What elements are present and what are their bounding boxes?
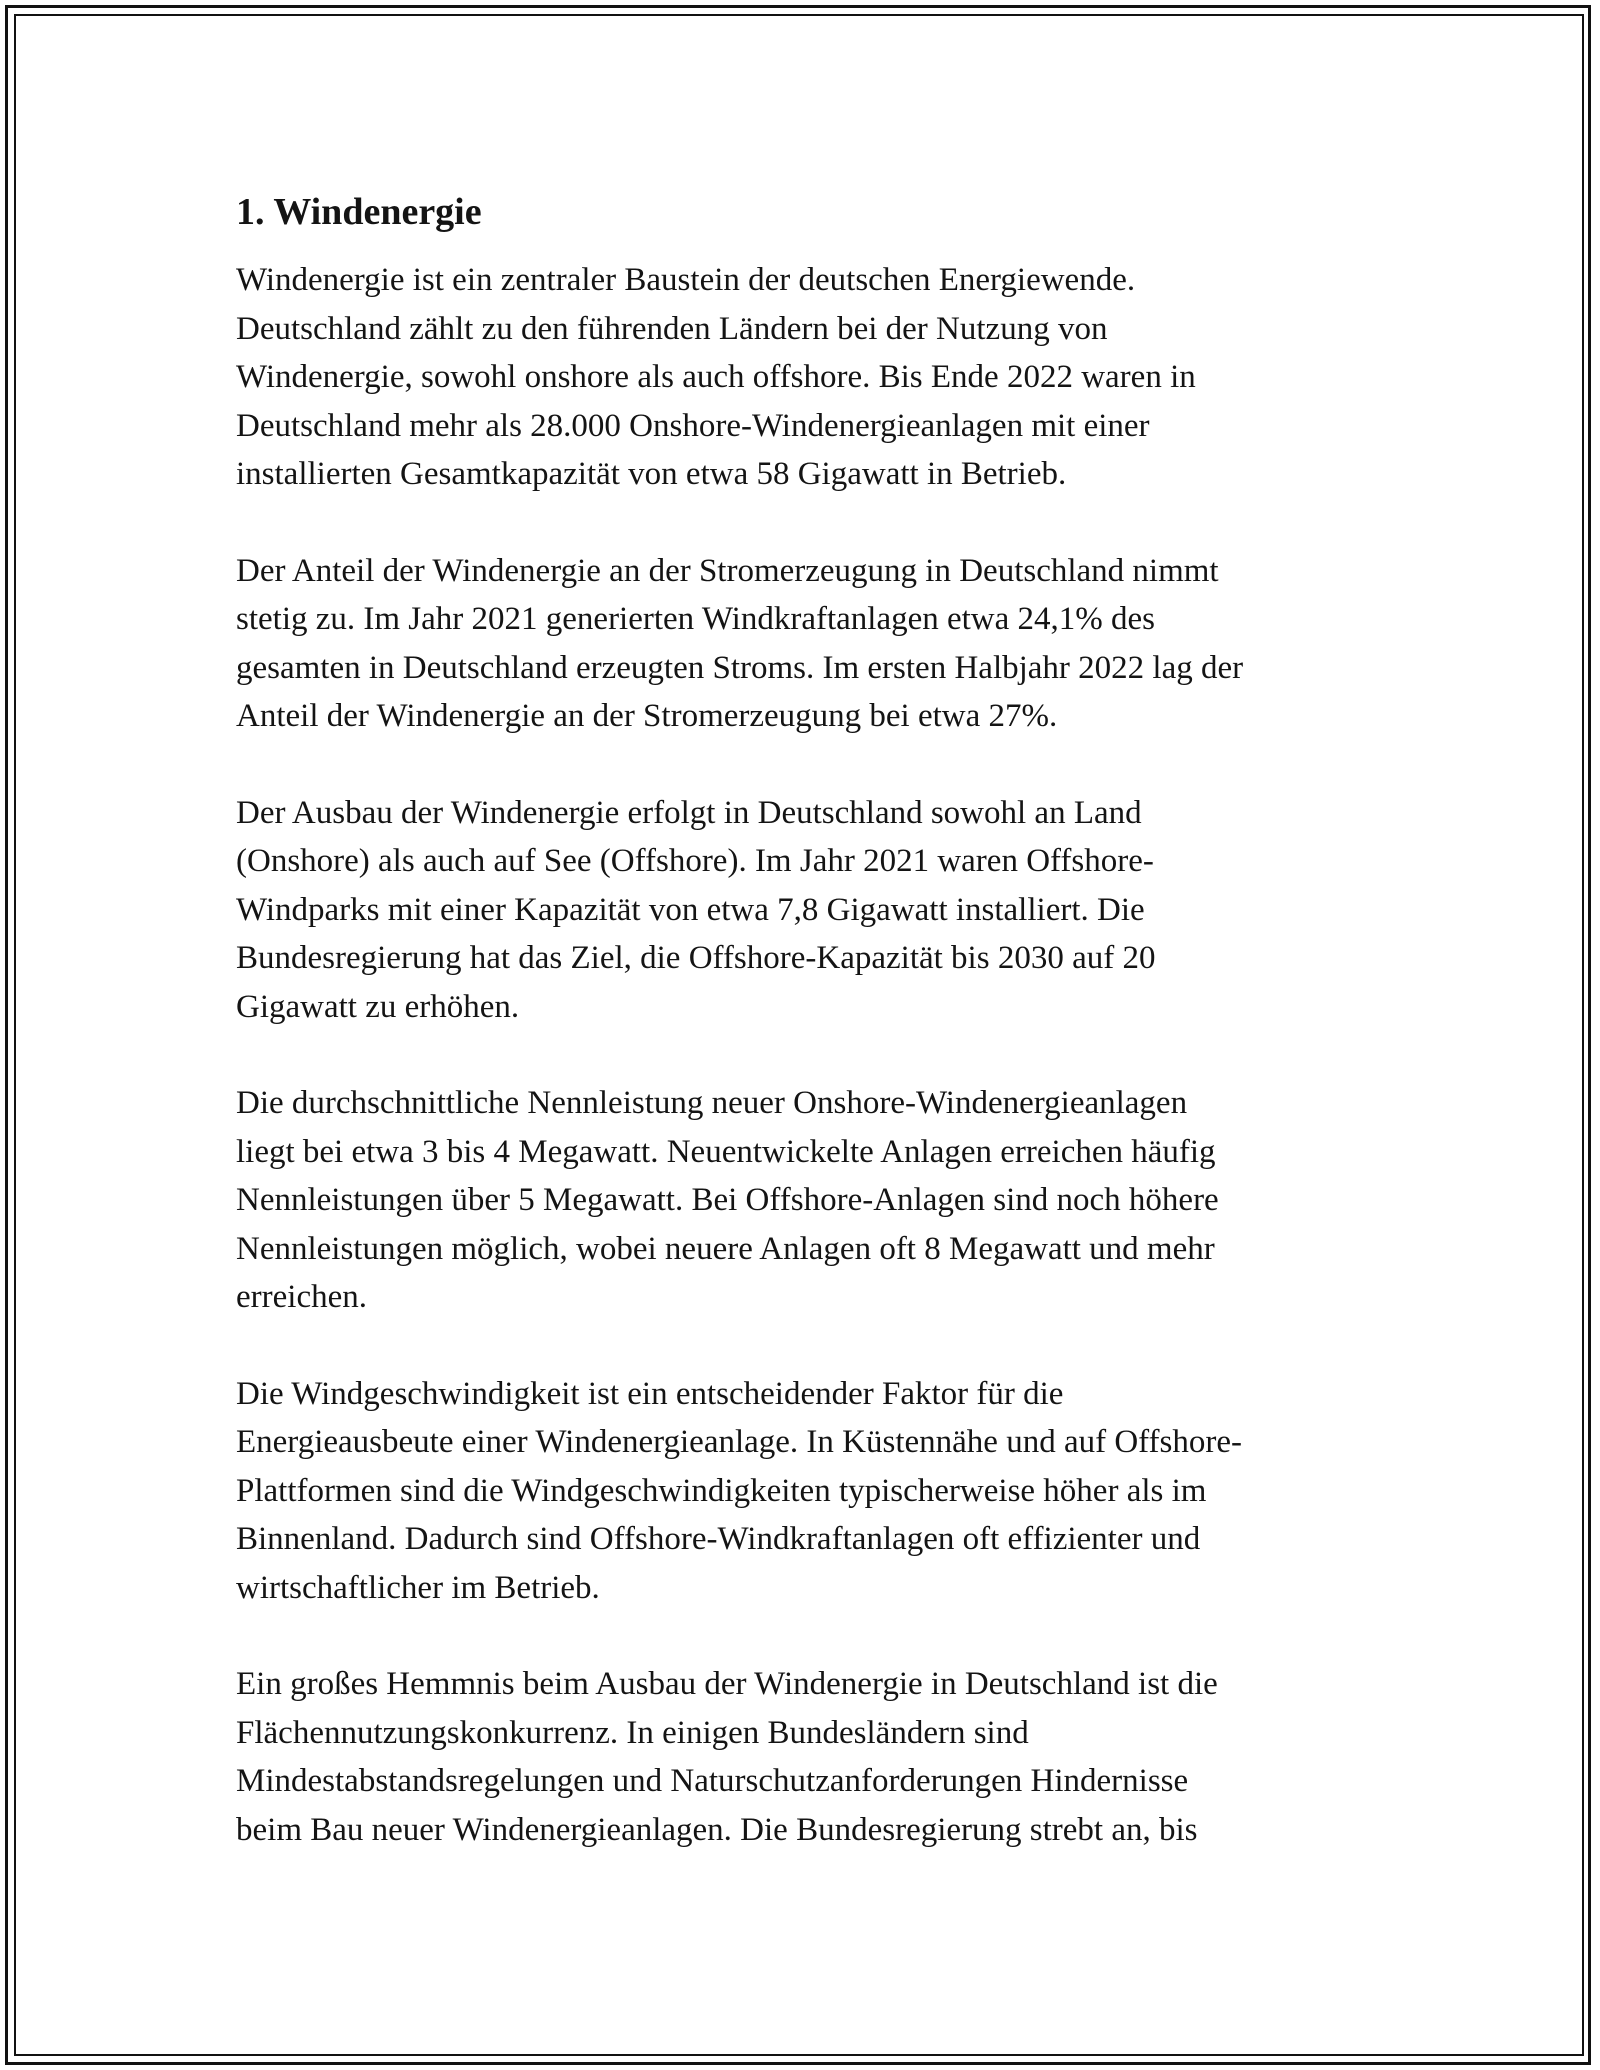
text-line: Der Ausbau der Windenergie erfolgt in Deutschland sowohl an Land xyxy=(236,794,1142,831)
text-line: Windenergie ist ein zentraler Baustein der deutschen Energiewende. xyxy=(236,262,1136,298)
text-line: gesamten in Deutschland erzeugten Stroms. Im ersten Halbjahr 2022 lag der xyxy=(236,649,1244,686)
text-line: Plattformen sind die Windgeschwindigkeiten typischerweise höher als im xyxy=(236,1472,1207,1509)
document-body xyxy=(236,188,1386,1902)
text-line: Gigawatt zu erhöhen. xyxy=(236,988,520,1025)
paragraph-4 xyxy=(236,1079,1386,1322)
text-line: installierten Gesamtkapazität von etwa 58 Gigawatt in Betrieb. xyxy=(236,456,1067,492)
text-line: Energieausbeute einer Windenergieanlage. In Küstennähe und auf Offshore- xyxy=(236,1424,1243,1460)
text-line: Nennleistungen über 5 Megawatt. Bei Offshore-Anlagen sind noch höhere xyxy=(236,1182,1219,1218)
text-line: (Onshore) als auch auf See (Offshore). Im Jahr 2021 waren Offshore- xyxy=(236,843,1154,879)
text-line: Mindestabstandsregelungen und Naturschutzanforderungen Hindernisse xyxy=(236,1763,1189,1799)
text-line: Flächennutzungskonkurrenz. In einigen Bundesländern sind xyxy=(236,1714,1029,1751)
text-line: beim Bau neuer Windenergieanlagen. Die Bundesregierung strebt an, bis xyxy=(236,1811,1198,1848)
text-line: Binnenland. Dadurch sind Offshore-Windkraftanlagen oft effizienter und xyxy=(236,1521,1201,1557)
text-line: liegt bei etwa 3 bis 4 Megawatt. Neuentwickelte Anlagen erreichen häufig xyxy=(236,1133,1216,1170)
paragraph-3 xyxy=(236,789,1386,1032)
text-line: Windparks mit einer Kapazität von etwa 7,8 Gigawatt installiert. Die xyxy=(236,891,1145,928)
text-line: erreichen. xyxy=(236,1279,367,1315)
text-line: Windenergie, sowohl onshore als auch offshore. Bis Ende 2022 waren in xyxy=(236,359,1196,395)
text-line: Die durchschnittliche Nennleistung neuer Onshore-Windenergieanlagen xyxy=(236,1085,1188,1121)
text-line: wirtschaftlicher im Betrieb. xyxy=(236,1569,600,1606)
text-line: Nennleistungen möglich, wobei neuere Anlagen oft 8 Megawatt und mehr xyxy=(236,1230,1215,1267)
text-line: stetig zu. Im Jahr 2021 generierten Windkraftanlagen etwa 24,1% des xyxy=(236,601,1156,637)
text-line: Bundesregierung hat das Ziel, die Offshore-Kapazität bis 2030 auf 20 xyxy=(236,940,1156,976)
text-line: Der Anteil der Windenergie an der Stromerzeugung in Deutschland nimmt xyxy=(236,552,1219,589)
text-line: Die Windgeschwindigkeit ist ein entscheidender Faktor für die xyxy=(236,1375,1064,1412)
text-line: Deutschland mehr als 28.000 Onshore-Windenergieanlagen mit einer xyxy=(236,407,1150,444)
text-line: Deutschland zählt zu den führenden Ländern bei der Nutzung von xyxy=(236,310,1108,347)
paragraph-1 xyxy=(236,256,1386,499)
text-line: Ein großes Hemmnis beim Ausbau der Windenergie in Deutschland ist die xyxy=(236,1666,1218,1702)
section-heading: 1. Windenergie xyxy=(236,191,482,233)
paragraph-6 xyxy=(236,1660,1386,1854)
paragraph-5 xyxy=(236,1370,1386,1613)
paragraph-2 xyxy=(236,547,1386,741)
text-line: Anteil der Windenergie an der Stromerzeugung bei etwa 27%. xyxy=(236,698,1058,734)
